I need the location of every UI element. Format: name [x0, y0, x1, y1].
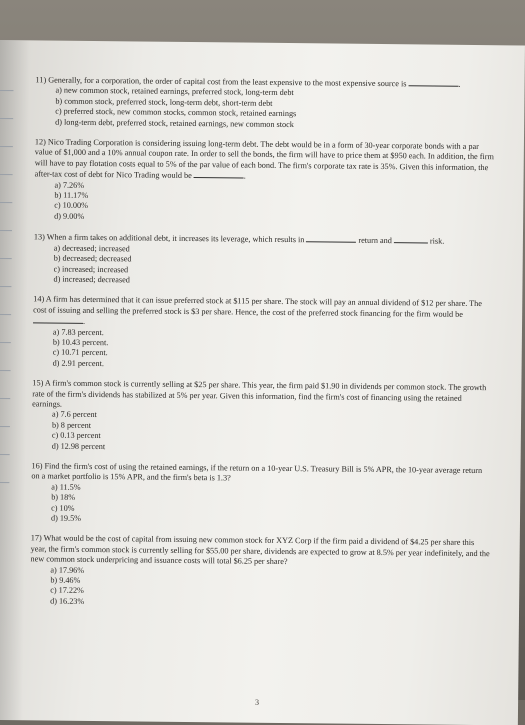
- option: d) long-term debt, preferred stock, retained earnings, new common stock: [55, 117, 294, 129]
- question-stem: 11) Generally, for a corporation, the order of capital cost from the least expensive to the most expensive source is .: [35, 75, 461, 89]
- answer-blank: [33, 315, 83, 324]
- option: b) 11.17%: [54, 190, 89, 200]
- option: b) 9.46%: [50, 575, 81, 585]
- page-number: 3: [255, 697, 260, 707]
- question-14: [33, 295, 494, 374]
- option: b) 18%: [51, 492, 76, 503]
- option: c) 10%: [51, 503, 75, 513]
- question-stem: 17) What would be the cost of capital from issuing new common stock for XYZ Corp if the firm paid a dividend of $4.25 per share this year, the firm's common stock is currently selling for $55.00 per share, dividends are expected to grow at 8.5% per year indefinitely, and the new common stock underpricing and issuance costs will total $6.25 per share?: [30, 533, 490, 567]
- question-16: [31, 461, 492, 528]
- option: b) common stock, preferred stock, long-term debt, short-term debt: [55, 96, 273, 108]
- option: d) increased; decreased: [53, 274, 130, 285]
- question-stem: 15) A firm's common stock is currently selling at $25 per share. This year, the firm paid $1.90 in dividends per common stock. The growth rate of the firm's dividends has stabilized at 5% per year. Given this information, find the firm's cost of financing using the retained earnings.: [32, 378, 487, 409]
- question-stem: 14) A firm has determined that it can issue preferred stock at $115 per share. The stock will pay an annual dividend of $12 per share. The cost of issuing and selling the preferred stock is $3 per share. Hence, the cost of the preferred stock financing for the firm would be .: [33, 294, 482, 327]
- exam-page: [0, 40, 525, 725]
- option: a) decreased; increased: [53, 243, 130, 254]
- answer-blank: [306, 235, 356, 244]
- option: c) 10.71 percent.: [52, 347, 108, 358]
- option: b) decreased; decreased: [53, 253, 132, 264]
- option: c) preferred stock, new common stocks, common stock, retained earnings: [55, 106, 297, 119]
- option: a) 7.83 percent.: [52, 327, 104, 337]
- option: a) 7.26%: [54, 180, 85, 190]
- question-15: [32, 379, 493, 457]
- option: a) 11.5%: [51, 482, 81, 492]
- option: b) 8 percent: [51, 420, 92, 430]
- option: d) 19.5%: [50, 513, 82, 523]
- question-12: [34, 137, 495, 226]
- option: a) 7.6 percent: [52, 409, 97, 420]
- option: d) 9.00%: [54, 211, 85, 221]
- option: a) new common stock, retained earnings, preferred stock, long-term debt: [55, 85, 294, 98]
- option: d) 2.91 percent.: [52, 358, 105, 368]
- option: c) 17.22%: [50, 586, 84, 596]
- question-stem: 12) Nico Trading Corporation is considering issuing long-term debt. The debt would be in a form of 30-year corporate bonds with a par value of $1,000 and a 10% annual coupon rate. In order to sell the bonds, the firm will have to price them at $950 each. In addition, the firm will have to pay flotation costs equal to 5% of the par value of each bond. The firm's corporate tax rate is 35%. Given this information, the after-tax cost of debt for Nico Trading would be .: [34, 137, 494, 181]
- answer-blank: [194, 170, 244, 179]
- option: d) 16.23%: [50, 596, 85, 606]
- answer-blank: [408, 78, 458, 87]
- option: c) 0.13 percent: [51, 430, 101, 441]
- question-list: [30, 74, 496, 621]
- question-stem: 13) When a firm takes on additional debt, it increases its leverage, which results in return and risk.: [33, 232, 445, 246]
- question-13: [33, 232, 494, 290]
- option: a) 17.96%: [50, 565, 85, 575]
- option: c) 10.00%: [54, 201, 88, 211]
- option: d) 12.98 percent: [51, 441, 106, 451]
- question-stem: 16) Find the firm's cost of using the retained earnings, if the return on a 10-year U.S. Treasury Bill is 5% APR, the 10-year average return on a market portfolio is 15% APR, and the firm's beta is 1.3?: [31, 461, 483, 483]
- option: c) increased; increased: [53, 264, 129, 274]
- question-11: [35, 74, 496, 132]
- option: b) 10.43 percent.: [52, 337, 109, 348]
- answer-blank: [394, 235, 428, 243]
- question-17: [30, 534, 491, 612]
